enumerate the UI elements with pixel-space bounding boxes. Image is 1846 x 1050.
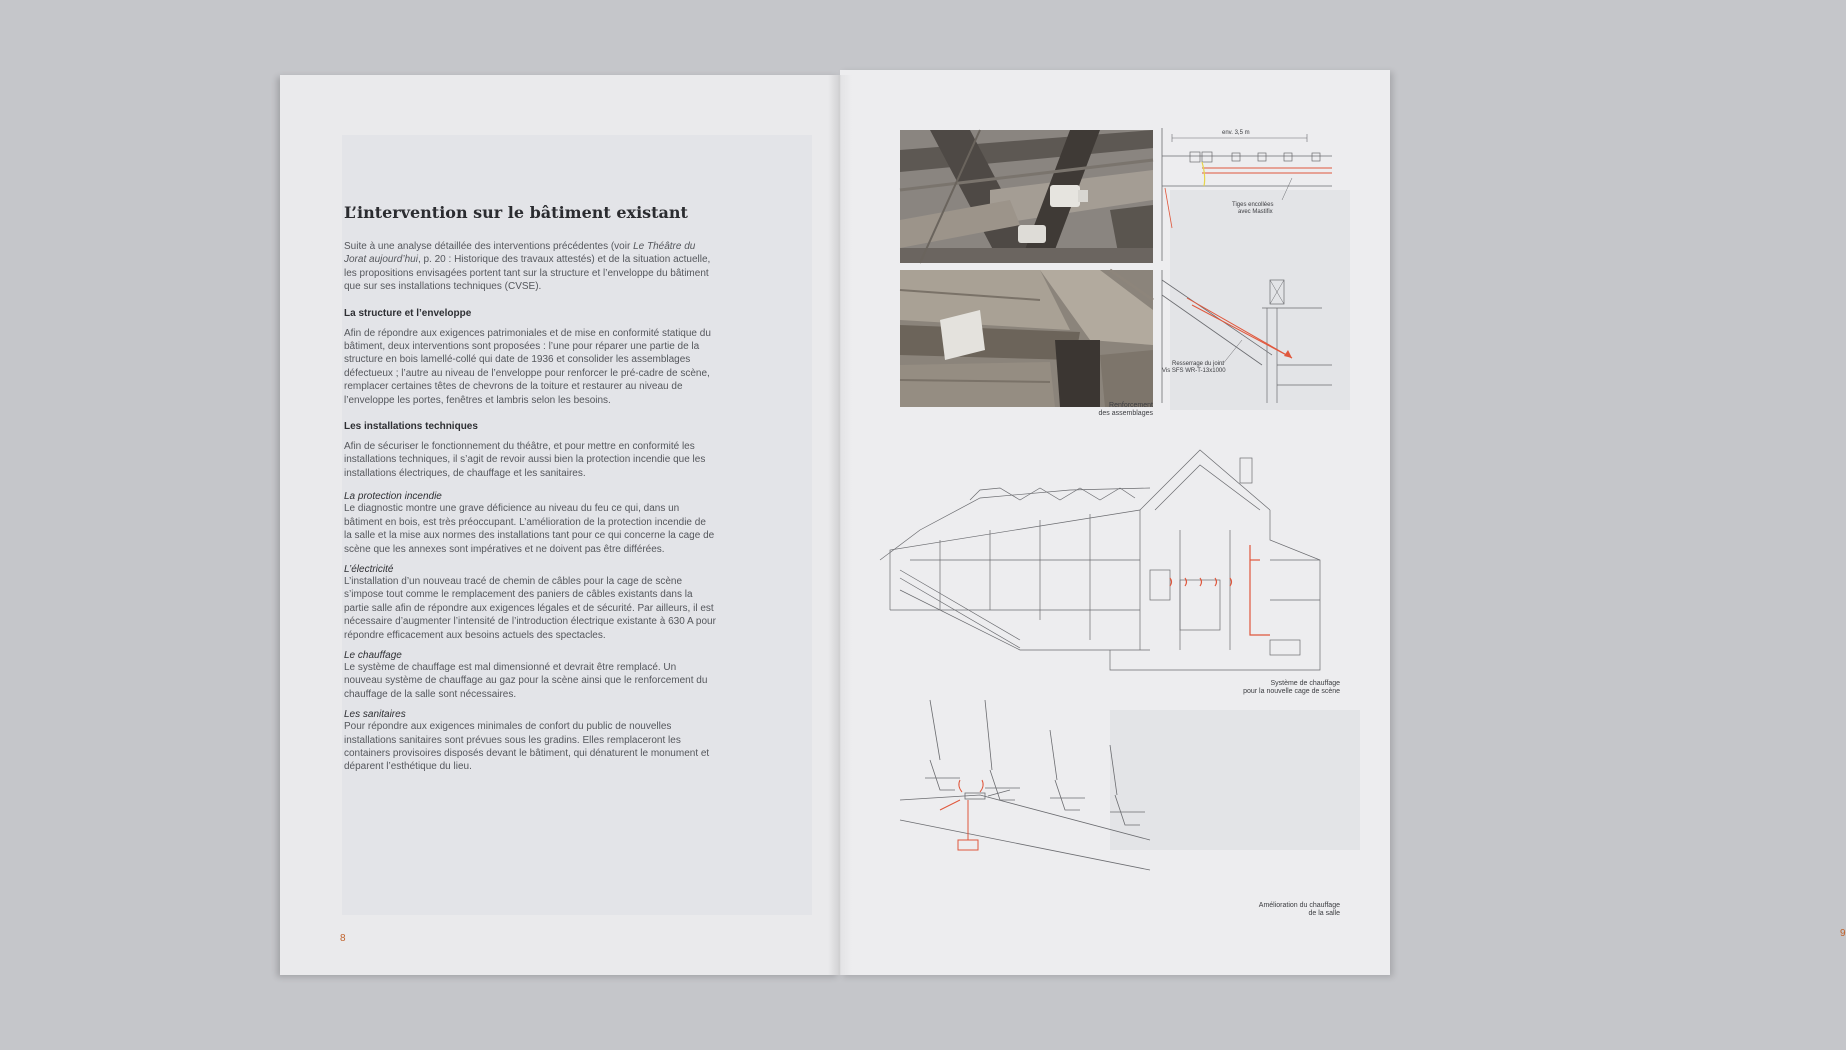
timber-roof-photo	[900, 130, 1153, 263]
section-heading-structure: La structure et l’enveloppe	[344, 307, 472, 319]
timber-joint-photo	[900, 270, 1153, 407]
joint-detail-drawing-1	[1162, 128, 1337, 263]
subsection-paragraph-electricity: L’installation d’un nouveau tracé de chemin de câbles pour la cage de scène s’impose tout comme le remplacement des paniers de câbles existants dans la partie salle afin de répondre aux exigences légales et de sécurité. Par ailleurs, il est nécessaire d’augmenter l’intensité de l’introduction électrique existante à 630 A pour répondre efficacement aux besoins actuels des spectacles.	[344, 575, 716, 641]
joint-detail-drawing-2	[1162, 270, 1337, 405]
section-heading-installations: Les installations techniques	[344, 421, 478, 433]
intro-paragraph: Suite à une analyse détaillée des interventions précédentes (voir Le Théâtre du Jorat aujourd’hui, p. 20 : Historique des travaux attestés) et de la situation actuelle, les propositions envisagées portent tant sur la structure et l’enveloppe du bâtiment que sur ses installations techniques (CVSE).	[344, 241, 711, 293]
subsection-paragraph-fire: Le diagnostic montre une grave déficience au niveau du feu ce qui, dans un bâtiment en bois, est très préoccupant. L’amélioration de la protection incendie de la salle et la mise aux normes des installations tant pour ce qui concerne la cage de scène que les annexes sont impératives et ne doivent pas être différées.	[344, 503, 715, 555]
subsection-heading-fire: La protection incendie	[344, 491, 442, 503]
article-title: L’intervention sur le bâtiment existant	[344, 203, 688, 222]
page-number-left: 8	[340, 933, 346, 944]
building-section-drawing	[880, 450, 1340, 680]
section-paragraph-structure: Afin de répondre aux exigences patrimoniales et de mise en conformité statique du bâtiment, deux interventions sont proposées : l’une pour réparer une partie de la structure en bois lamellé-collé qui date de 1936 et consolider les assemblages défectueux ; l’autre au niveau de l’enveloppe pour renforcer le pré-cadre de scène, remplacer certaines têtes de chevrons de la toiture et restaurer au niveau de l’enveloppe les portes, fenêtres et lambris selon les besoins.	[344, 327, 711, 406]
right-page	[840, 70, 1846, 975]
page-number-right: 9	[1840, 928, 1846, 939]
detail2-label: Resserrage du joint Vis SFS WR-T-13x1000	[1162, 361, 1226, 374]
subsection-paragraph-heating: Le système de chauffage est mal dimensionné et devrait être remplacé. Un nouveau système de chauffage au gaz pour la scène ainsi que le renforcement du chauffage de la salle sont nécessaires.	[344, 661, 708, 700]
caption-section: Système de chauffage pour la nouvelle cage de scène	[1243, 680, 1340, 695]
caption-salle: Amélioration du chauffage de la salle	[1258, 902, 1340, 917]
dimension-label: env. 3,5 m	[1222, 130, 1250, 136]
caption-assemblages: Renforcement des assemblages	[1098, 402, 1153, 417]
left-page	[280, 75, 840, 975]
subsection-heading-sanitary: Les sanitaires	[344, 709, 406, 721]
subsection-heading-electricity: L’électricité	[344, 563, 394, 575]
article-text	[344, 203, 716, 780]
seating-heating-drawing	[900, 700, 1155, 885]
detail1-label: Tiges encollées avec Mastifix	[1232, 202, 1274, 215]
magazine-spread	[280, 70, 1846, 975]
section-paragraph-installations: Afin de sécuriser le fonctionnement du théâtre, et pour mettre en conformité les installations techniques, il s’agit de revoir aussi bien la protection incendie que les installations électriques, de chauffage et les sanitaires.	[344, 441, 706, 479]
subsection-heading-heating: Le chauffage	[344, 649, 402, 661]
subsection-paragraph-sanitary: Pour répondre aux exigences minimales de confort du public de nouvelles installations sanitaires sont prévues sous les gradins. Elles remplaceront les containers provisoires disposés devant le bâtiment, qui dénaturent le monument et déparent l’esthétique du lieu.	[344, 721, 710, 773]
